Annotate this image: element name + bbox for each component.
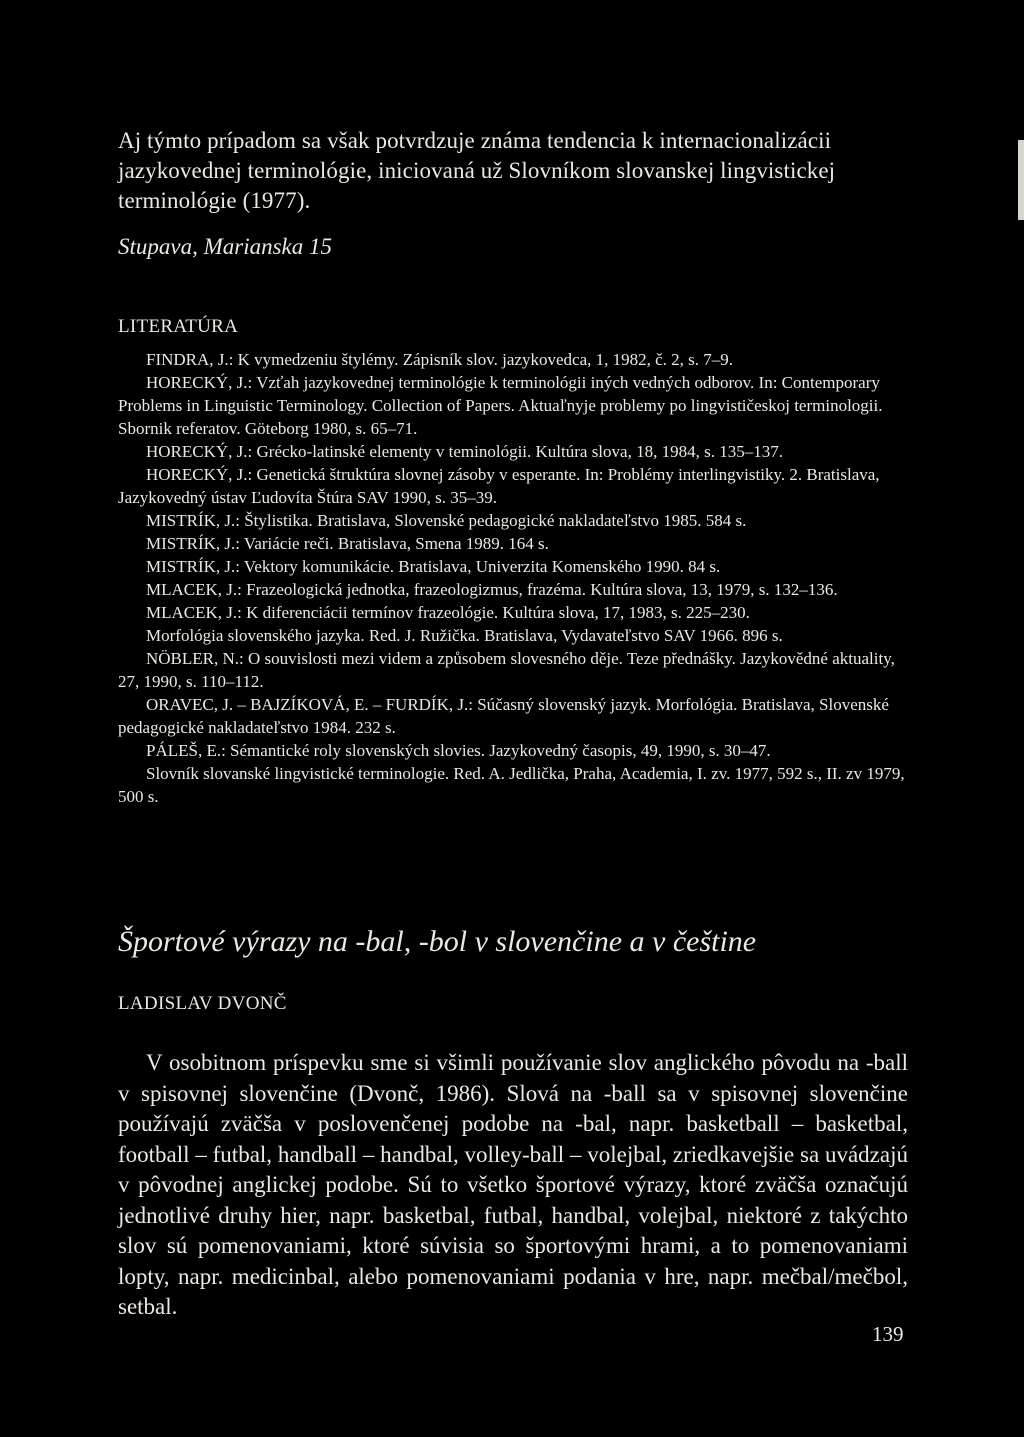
intro-paragraph: Aj týmto prípadom sa však potvrdzuje známa tendencia k internacionalizácii jazykovednej terminológie, iniciovaná už Slovníkom slovanskej lingvistickej terminológie (1977). <box>118 128 836 213</box>
reference-item: MISTRÍK, J.: Variácie reči. Bratislava, Smena 1989. 164 s. <box>146 534 549 553</box>
reference-item: HORECKÝ, J.: Vzťah jazykovednej terminológie k terminológii iných vedných odborov. In: Contemporary Problems in Linguistic Terminology. Collection of Papers. Aktuaľnyje problemy po lingvističeskoj terminologii. Sbornik referatov. Göteborg 1980, s. 65–71. <box>118 373 883 438</box>
reference-item: HORECKÝ, J.: Genetická štruktúra slovnej zásoby v esperante. In: Problémy interlingvistiky. 2. Bratislava, Jazykovedný ústav Ľudovíta Štúra SAV 1990, s. 35–39. <box>118 465 880 507</box>
reference-item: MISTRÍK, J.: Štylistika. Bratislava, Slovenské pedagogické nakladateľstvo 1985. 584 s. <box>146 511 747 530</box>
reference-item: NÖBLER, N.: O souvislosti mezi videm a způsobem slovesného děje. Teze přednášky. Jazykovědné aktuality, 27, 1990, s. 110–112. <box>118 649 895 691</box>
article-title: Športové výrazy na -bal, -bol v slovenčine a v češtine <box>118 925 757 958</box>
reference-list <box>118 348 908 808</box>
article-author: LADISLAV DVONČ <box>118 993 287 1014</box>
scan-edge-mark <box>1018 140 1024 220</box>
reference-item: Slovník slovanské lingvistické terminologie. Red. A. Jedlička, Praha, Academia, I. zv. 1977, 592 s., II. zv 1979, 500 s. <box>118 764 905 806</box>
literature-heading: LITERATÚRA <box>118 316 239 337</box>
article-body: V osobitnom príspevku sme si všimli používanie slov anglického pôvodu na -ball v spisovnej slovenčine (Dvonč, 1986). Slová na -ball sa v spisovnej slovenčine používajú zväčša v poslovenčenej podobe na -bal, napr. basketball – basketbal, football – futbal, handball – handbal, volley-ball – volejbal, zriedkavejšie sa uvádzajú v pôvodnej anglickej podobe. Sú to všetko športové výrazy, ktoré zväčša označujú jednotlivé druhy hier, napr. basketbal, futbal, handbal, volejbal, niektoré z takýchto slov sú pomenovaniami, ktoré súvisia so športovými hrami, a to pomenovaniami lopty, napr. medicinbal, alebo pomenovaniami podania v hre, napr. mečbal/mečbol, setbal. <box>118 1050 908 1319</box>
reference-item: HORECKÝ, J.: Grécko-latinské elementy v teminológii. Kultúra slova, 18, 1984, s. 135–137. <box>146 442 783 461</box>
reference-item: ORAVEC, J. – BAJZÍKOVÁ, E. – FURDÍK, J.: Súčasný slovenský jazyk. Morfológia. Bratislava, Slovenské pedagogické nakladateľstvo 1984. 232 s. <box>118 695 889 737</box>
page-number: 139 <box>872 1322 904 1346</box>
reference-item: Morfológia slovenského jazyka. Red. J. Ružička. Bratislava, Vydavateľstvo SAV 1966. 896 s. <box>146 626 783 645</box>
reference-item: MISTRÍK, J.: Vektory komunikácie. Bratislava, Univerzita Komenského 1990. 84 s. <box>146 557 721 576</box>
reference-item: MLACEK, J.: K diferenciácii termínov frazeológie. Kultúra slova, 17, 1983, s. 225–230. <box>146 603 750 622</box>
place-signature: Stupava, Marianska 15 <box>118 234 333 259</box>
reference-item: FINDRA, J.: K vymedzeniu štylémy. Zápisník slov. jazykovedca, 1, 1982, č. 2, s. 7–9. <box>146 350 734 369</box>
reference-item: PÁLEŠ, E.: Sémantické roly slovenských slovies. Jazykovedný časopis, 49, 1990, s. 30–47. <box>146 741 771 760</box>
reference-item: MLACEK, J.: Frazeologická jednotka, frazeologizmus, frazéma. Kultúra slova, 13, 1979, s. 132–136. <box>146 580 838 599</box>
